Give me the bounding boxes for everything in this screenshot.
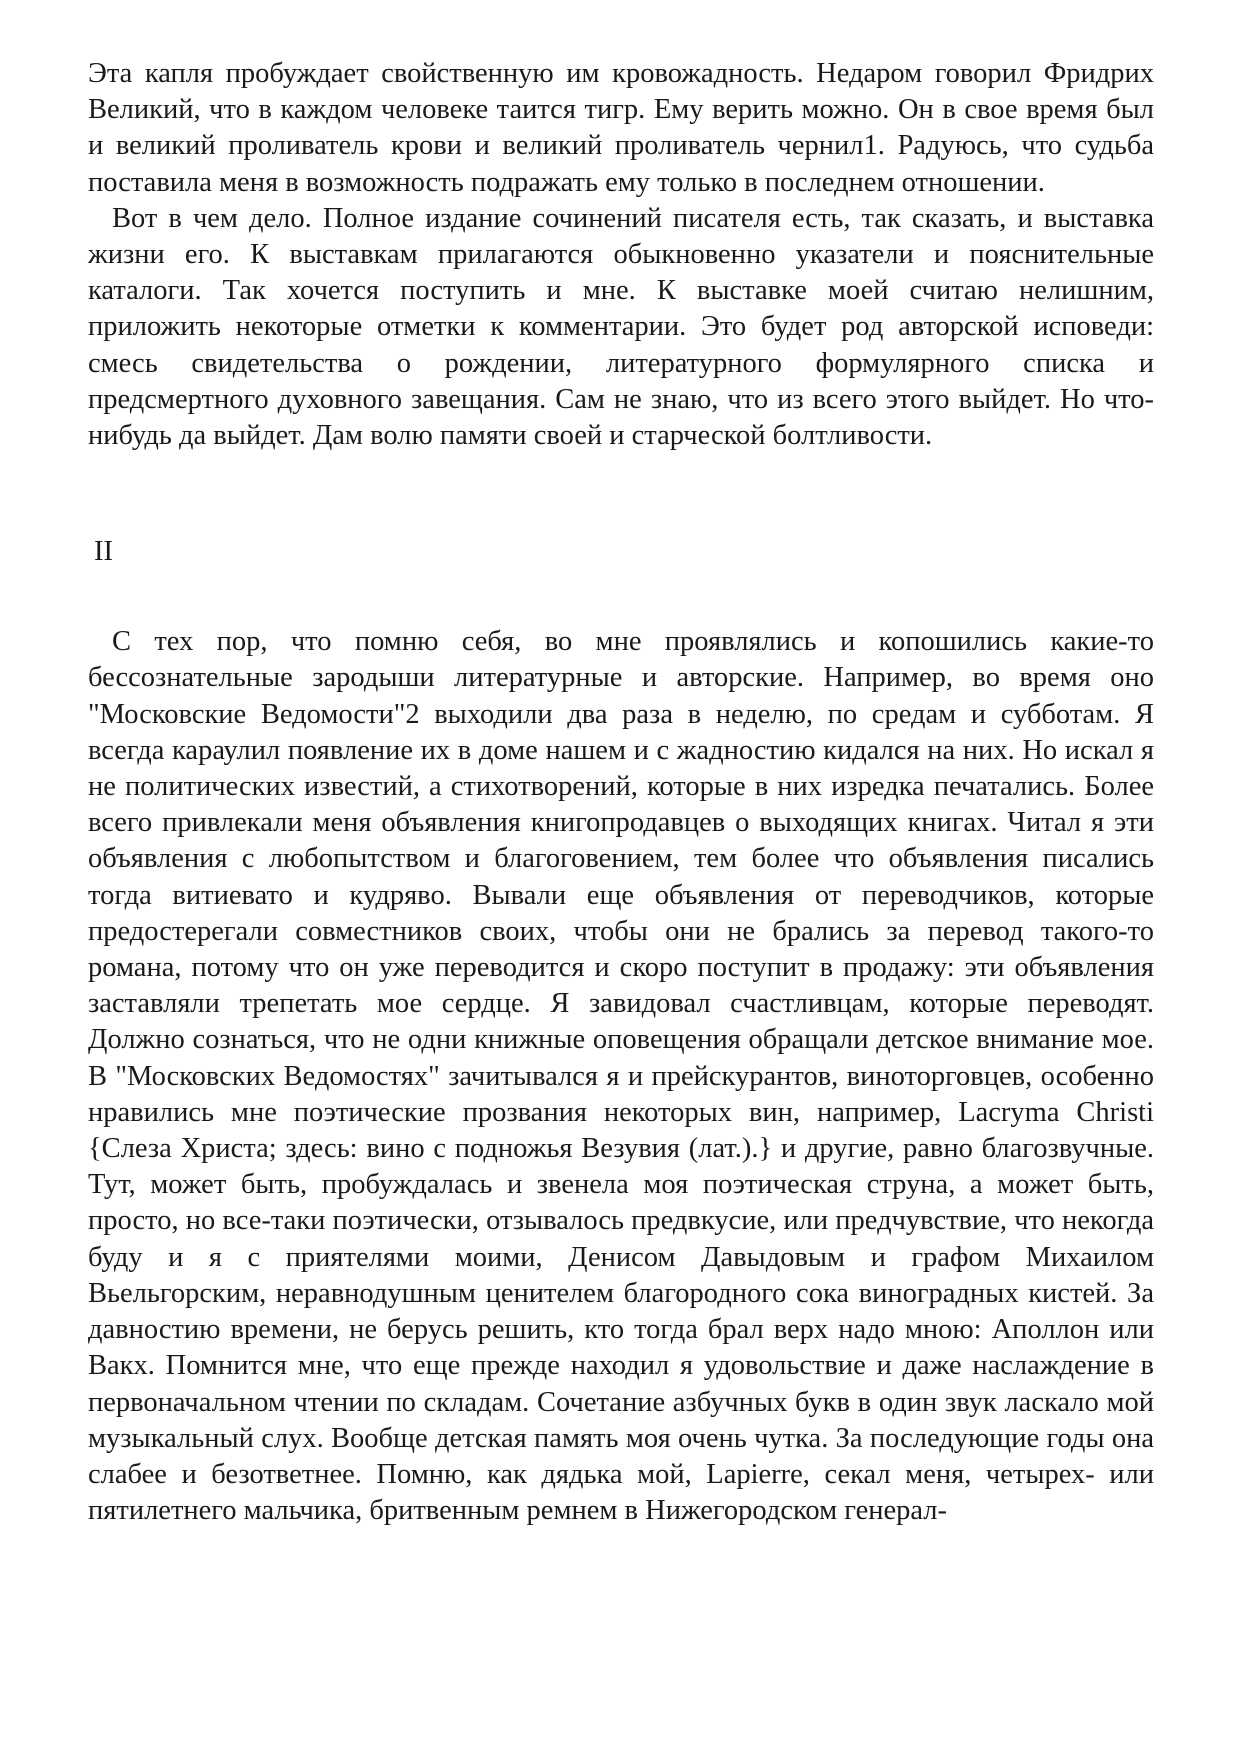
document-page [88, 56, 1154, 1529]
paragraph: Вот в чем дело. Полное издание сочинений писателя есть, так сказать, и выставка жизни его. К выставкам прилагаются обыкновенно указатели и пояснительные каталоги. Так хочется поступить и мне. К выставке моей считаю нелишним, приложить некоторые отметки к комментарии. Это будет род авторской исповеди: смесь свидетельства о рождении, литературного формулярного списка и предсмертного духовного завещания. Сам не знаю, что из всего этого выйдет. Но что-нибудь да выйдет. Дам волю памяти своей и старческой болтливости. [88, 202, 1154, 452]
section-heading: II [94, 536, 113, 568]
paragraph: Эта капля пробуждает свойственную им кровожадность. Недаром говорил Фридрих Великий, что в каждом человеке таится тигр. Ему верить можно. Он в свое время был и великий проливатель крови и великий проливатель чернил1. Радуюсь, что судьба поставила меня в возможность подражать ему только в последнем отношении. [88, 58, 1154, 198]
paragraph: С тех пор, что помню себя, во мне проявлялись и копошились какие-то бессознательные зародыши литературные и авторские. Например, во время оно "Московские Ведомости"2 выходили два раза в неделю, по средам и субботам. Я всегда караулил появление их в доме нашем и с жадностию кидался на них. Но искал я не политических известий, а стихотворений, которые в них изредка печатались. Более всего привлекали меня объявления книгопродавцев о выходящих книгах. Читал я эти объявления с любопытством и благоговением, тем более что объявления писались тогда витиевато и кудряво. Вывали еще объявления от переводчиков, которые предостерегали совместников своих, чтобы они не брались за перевод такого-то романа, потому что он уже переводится и скоро поступит в продажу: эти объявления заставляли трепетать мое сердце. Я завидовал счастливцам, которые переводят. Должно сознаться, что не одни книжные оповещения обращали детское внимание мое. В "Московских Ведомостях" зачитывался я и прейскурантов, виноторговцев, особенно нравились мне поэтические прозвания некоторых вин, например, Lacryma Christi {Слеза Христа; здесь: вино с подножья Везувия (лат.).} и другие, равно благозвучные. Тут, может быть, пробуждалась и звенела моя поэтическая струна, а может быть, просто, но все-таки поэтически, отзывалось предвкусие, или предчувствие, что некогда буду и я с приятелями моими, Денисом Давыдовым и графом Михаилом Вьельгорским, неравнодушным ценителем благородного сока виноградных кистей. За давностию времени, не берусь решить, кто тогда брал верх надо мною: Аполлон или Вакх. Помнится мне, что еще прежде находил я удовольствие и даже наслаждение в первоначальном чтении по складам. Сочетание азбучных букв в один звук ласкало мой музыкальный слух. Вообще детская память моя очень чутка. За последующие годы она слабее и безответнее. Помню, как дядька мой, Lapierre, секал меня, четырех- или пятилетнего мальчика, бритвенным ремнем в Нижегородском генерал- [88, 626, 1154, 1527]
section-body [88, 624, 1154, 1529]
